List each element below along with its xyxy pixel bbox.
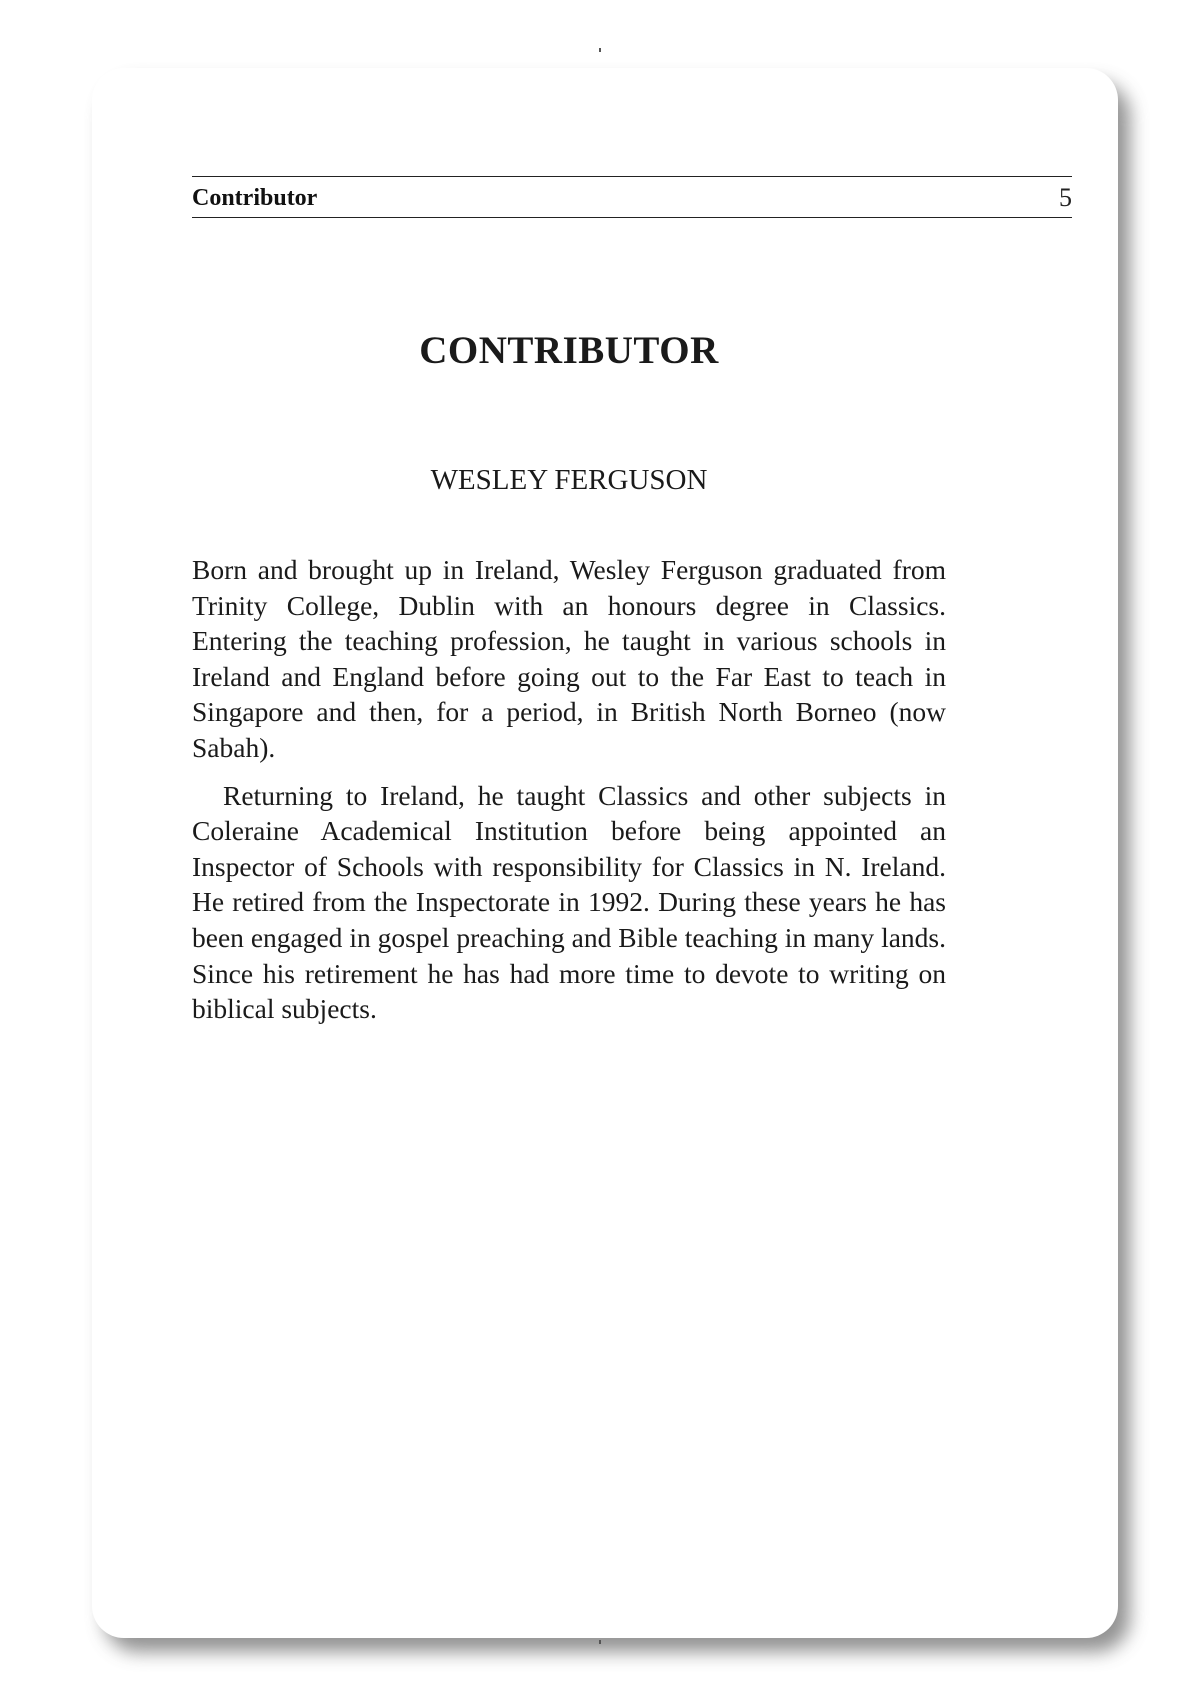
author-name: WESLEY FERGUSON: [430, 464, 708, 496]
running-head: [192, 176, 1072, 218]
running-head-title: Contributor: [192, 185, 318, 211]
body-text: [192, 552, 946, 1027]
chapter-title: CONTRIBUTOR: [419, 329, 719, 372]
crop-mark-top: [599, 48, 601, 52]
page-number: 5: [1059, 183, 1072, 212]
crop-mark-bottom: [599, 1640, 601, 1644]
paragraph: Returning to Ireland, he taught Classics and other subjects in Coleraine Academical Institution before being appointed an Inspector of Schools with responsibility for Classics in N. Ireland. He retired from the Inspectorate in 1992. During these years he has been engaged in gospel preaching and Bible teaching in many lands. Since his retirement he has had more time to devote to writing on biblical subjects.: [192, 779, 946, 1025]
paragraph: Born and brought up in Ireland, Wesley Ferguson graduated from Trinity College, Dublin with an honours degree in Classics. Entering the teaching profession, he taught in various schools in Ireland and England before going out to the Far East to teach in Singapore and then, for a period, in British North Borneo (now Sabah).: [192, 554, 946, 763]
